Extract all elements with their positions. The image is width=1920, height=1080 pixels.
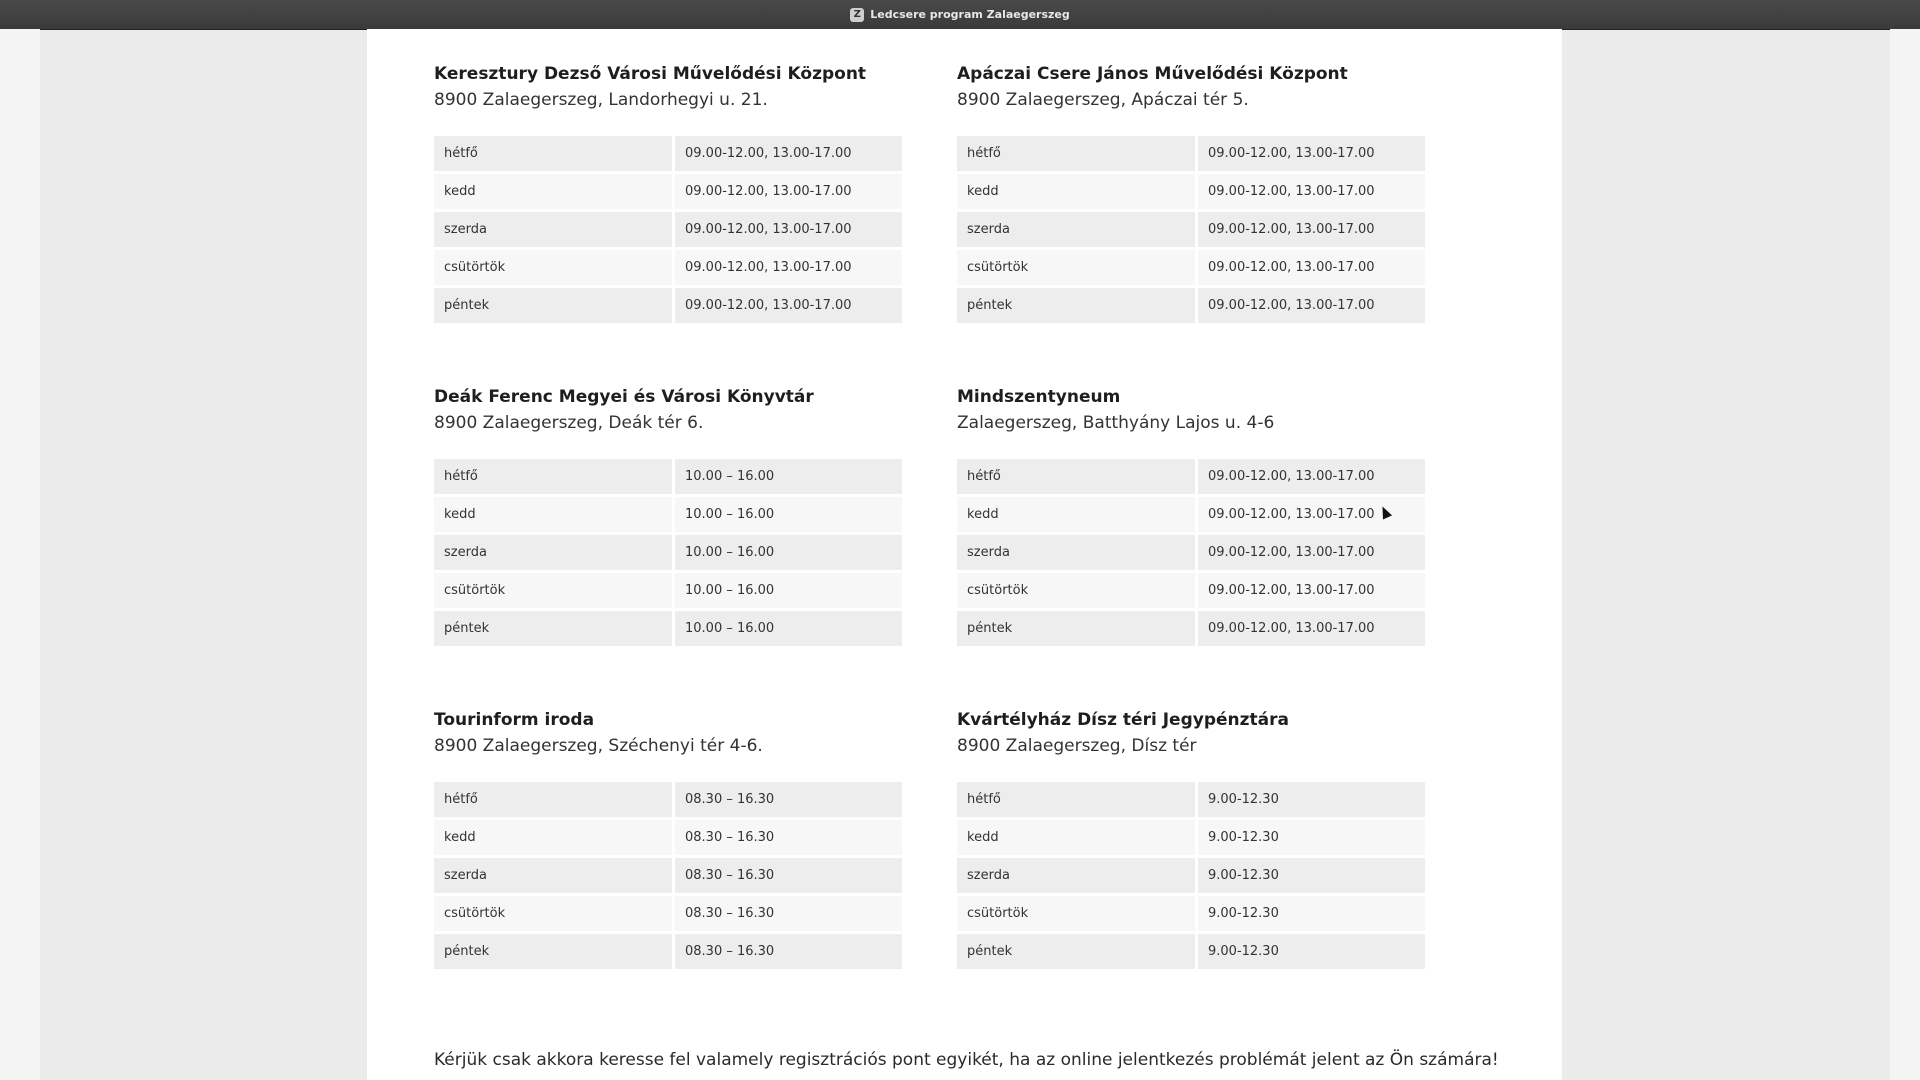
location-name: Deák Ferenc Megyei és Városi Könyvtár (434, 387, 814, 407)
weekday-cell: csütörtök (434, 896, 672, 931)
opening-time-cell: 09.00-12.00, 13.00-17.00 (1195, 174, 1425, 209)
window-title: Ledcsere program Zalaegerszeg (870, 8, 1070, 21)
opening-hours-table (434, 456, 902, 649)
opening-time-cell: 09.00-12.00, 13.00-17.00 (1195, 250, 1425, 285)
hours-row (957, 288, 1425, 323)
hours-row (434, 136, 902, 171)
opening-time-cell: 08.30 – 16.30 (672, 858, 902, 893)
hours-row (434, 782, 902, 817)
opening-time-cell: 09.00-12.00, 13.00-17.00 (672, 136, 902, 171)
opening-hours-table (434, 779, 902, 972)
hours-row (957, 250, 1425, 285)
weekday-cell: szerda (434, 535, 672, 570)
opening-time-cell: 09.00-12.00, 13.00-17.00 (1195, 573, 1425, 608)
page-content (367, 29, 1562, 1080)
hours-row (434, 535, 902, 570)
location-name: Keresztury Dezső Városi Művelődési Központ (434, 64, 867, 84)
location-address: 8900 Zalaegerszeg, Széchenyi tér 4-6. (434, 736, 763, 756)
location-address: 8900 Zalaegerszeg, Landorhegyi u. 21. (434, 90, 768, 110)
hours-row (957, 573, 1425, 608)
weekday-cell: hétfő (434, 459, 672, 494)
hours-row (434, 497, 902, 532)
opening-hours-table (957, 779, 1425, 972)
location-kvartelyhaz (957, 707, 1427, 972)
weekday-cell: kedd (957, 497, 1195, 532)
opening-time-cell: 08.30 – 16.30 (672, 934, 902, 969)
location-tourinform (434, 707, 904, 972)
weekday-cell: hétfő (957, 459, 1195, 494)
hours-row (957, 535, 1425, 570)
weekday-cell: péntek (957, 288, 1195, 323)
opening-time-cell: 09.00-12.00, 13.00-17.00 (672, 288, 902, 323)
opening-time-cell: 9.00-12.30 (1195, 820, 1425, 855)
hours-row (434, 896, 902, 931)
weekday-cell: csütörtök (957, 896, 1195, 931)
hours-row (957, 212, 1425, 247)
weekday-cell: péntek (434, 611, 672, 646)
opening-time-cell: 09.00-12.00, 13.00-17.00 (1195, 611, 1425, 646)
hours-row (957, 459, 1425, 494)
opening-hours-table (957, 456, 1425, 649)
location-address: 8900 Zalaegerszeg, Apáczai tér 5. (957, 90, 1249, 110)
weekday-cell: hétfő (434, 136, 672, 171)
weekday-cell: szerda (957, 212, 1195, 247)
opening-time-cell: 9.00-12.30 (1195, 858, 1425, 893)
location-mindszentyneum (957, 384, 1427, 649)
opening-time-cell: 10.00 – 16.00 (672, 535, 902, 570)
hours-row (957, 896, 1425, 931)
opening-hours-table (957, 133, 1425, 326)
opening-time-cell: 10.00 – 16.00 (672, 497, 902, 532)
hours-row (957, 174, 1425, 209)
hours-row (434, 174, 902, 209)
hours-row (434, 573, 902, 608)
opening-time-cell: 09.00-12.00, 13.00-17.00 (1195, 459, 1425, 494)
location-keresztury (434, 61, 904, 326)
hours-row (957, 136, 1425, 171)
opening-time-cell: 08.30 – 16.30 (672, 820, 902, 855)
hours-row (434, 820, 902, 855)
hours-row (957, 934, 1425, 969)
opening-time-cell: 9.00-12.30 (1195, 934, 1425, 969)
opening-time-cell: 09.00-12.00, 13.00-17.00 (1195, 136, 1425, 171)
weekday-cell: péntek (434, 288, 672, 323)
weekday-cell: kedd (957, 174, 1195, 209)
site-favicon-icon: Z (850, 8, 864, 22)
opening-time-cell: 09.00-12.00, 13.00-17.00 (1195, 535, 1425, 570)
location-address: 8900 Zalaegerszeg, Dísz tér (957, 736, 1197, 756)
opening-time-cell: 9.00-12.30 (1195, 782, 1425, 817)
hours-row (957, 820, 1425, 855)
location-name: Apáczai Csere János Művelődési Központ (957, 64, 1348, 84)
weekday-cell: csütörtök (434, 250, 672, 285)
opening-time-cell: 10.00 – 16.00 (672, 573, 902, 608)
location-name: Kvártélyház Dísz téri Jegypénztára (957, 710, 1289, 730)
hours-row (957, 782, 1425, 817)
weekday-cell: kedd (434, 820, 672, 855)
location-address: Zalaegerszeg, Batthyány Lajos u. 4-6 (957, 413, 1275, 433)
opening-time-cell: 09.00-12.00, 13.00-17.00 (672, 212, 902, 247)
weekday-cell: péntek (957, 934, 1195, 969)
weekday-cell: péntek (434, 934, 672, 969)
hours-row (434, 934, 902, 969)
window-titlebar (0, 0, 1920, 30)
weekday-cell: hétfő (434, 782, 672, 817)
weekday-cell: kedd (957, 820, 1195, 855)
weekday-cell: kedd (434, 497, 672, 532)
hours-row (434, 459, 902, 494)
location-apaczai (957, 61, 1427, 326)
location-name: Mindszentyneum (957, 387, 1121, 407)
opening-time-cell: 09.00-12.00, 13.00-17.00 (672, 174, 902, 209)
location-deak-konyvtar (434, 384, 904, 649)
weekday-cell: péntek (957, 611, 1195, 646)
hours-row (434, 250, 902, 285)
weekday-cell: csütörtök (957, 573, 1195, 608)
opening-time-cell: 08.30 – 16.30 (672, 782, 902, 817)
weekday-cell: szerda (434, 212, 672, 247)
opening-time-cell: 09.00-12.00, 13.00-17.00 (1195, 288, 1425, 323)
weekday-cell: szerda (957, 535, 1195, 570)
right-margin (1890, 29, 1920, 1080)
hours-row (434, 212, 902, 247)
hours-row (434, 858, 902, 893)
weekday-cell: szerda (434, 858, 672, 893)
hours-row (434, 288, 902, 323)
location-name: Tourinform iroda (434, 710, 595, 730)
weekday-cell: hétfő (957, 782, 1195, 817)
registration-notice: Kérjük csak akkora keresse fel valamely regisztrációs pont egyikét, ha az online jelentkezés problémát jelent az Ön számára! (434, 1050, 1499, 1070)
opening-time-cell: 09.00-12.00, 13.00-17.00 (1195, 212, 1425, 247)
opening-hours-table (434, 133, 902, 326)
opening-time-cell: 9.00-12.30 (1195, 896, 1425, 931)
left-margin (0, 29, 40, 1080)
opening-time-cell: 09.00-12.00, 13.00-17.00 (1195, 497, 1425, 532)
opening-time-cell: 10.00 – 16.00 (672, 459, 902, 494)
weekday-cell: csütörtök (434, 573, 672, 608)
opening-time-cell: 08.30 – 16.30 (672, 896, 902, 931)
opening-time-cell: 10.00 – 16.00 (672, 611, 902, 646)
weekday-cell: hétfő (957, 136, 1195, 171)
weekday-cell: csütörtök (957, 250, 1195, 285)
hours-row (957, 497, 1425, 532)
opening-time-cell: 09.00-12.00, 13.00-17.00 (672, 250, 902, 285)
weekday-cell: kedd (434, 174, 672, 209)
location-address: 8900 Zalaegerszeg, Deák tér 6. (434, 413, 704, 433)
hours-row (957, 858, 1425, 893)
hours-row (434, 611, 902, 646)
weekday-cell: szerda (957, 858, 1195, 893)
hours-row (957, 611, 1425, 646)
